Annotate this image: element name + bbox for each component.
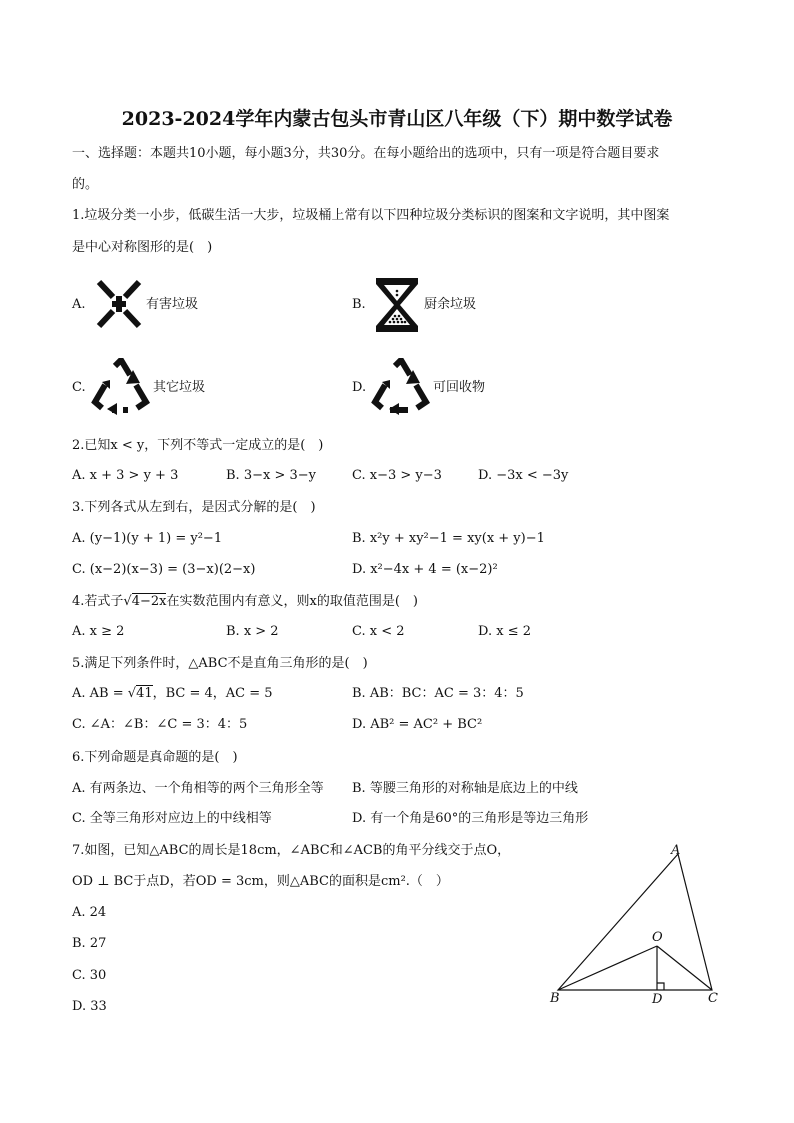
q4-option-b: B. x > 2 bbox=[226, 624, 279, 639]
q7-option-d: D. 33 bbox=[72, 999, 107, 1014]
q7-stem-line1: 7.如图，已知△ABC的周长是18cm，∠ABC和∠ACB的角平分线交于点O， bbox=[72, 843, 511, 858]
q5-option-a bbox=[72, 685, 273, 703]
q1-option-a-letter: A. bbox=[72, 297, 86, 312]
q4-stem bbox=[72, 593, 418, 611]
q5-option-c: C. ∠A：∠B：∠C = 3：4：5 bbox=[72, 717, 248, 732]
q6-option-a: A. 有两条边、一个角相等的两个三角形全等 bbox=[72, 781, 324, 796]
sqrt-sign-icon: √ bbox=[127, 686, 137, 701]
page-title: 2023-2024学年内蒙古包头市青山区八年级（下）期中数学试卷 bbox=[121, 108, 673, 130]
q4-stem-prefix: 4.若式子 bbox=[72, 594, 124, 609]
q5-option-a-prefix: A. AB = bbox=[72, 686, 128, 701]
q6-option-d: D. 有一个角是60°的三角形是等边三角形 bbox=[352, 811, 589, 826]
q5-option-a-suffix: ，BC = 4，AC = 5 bbox=[152, 686, 273, 701]
q4-radicand: 4−2x bbox=[131, 594, 167, 609]
q2-option-b: B. 3−x > 3−y bbox=[226, 468, 316, 483]
q1-stem-line2: 是中心对称图形的是( ) bbox=[72, 240, 213, 255]
triangle-figure bbox=[545, 840, 730, 1010]
bisector-co bbox=[657, 946, 712, 990]
q4-stem-suffix: 在实数范围内有意义，则x的取值范围是( ) bbox=[166, 594, 418, 609]
vertex-label-a: A bbox=[671, 843, 681, 858]
q4-option-a: A. x ≥ 2 bbox=[72, 624, 125, 639]
sqrt-sign-icon: √ bbox=[123, 594, 132, 609]
q1-option-d-label: 可回收物 bbox=[433, 380, 486, 395]
q1-option-c-letter: C. bbox=[72, 380, 86, 395]
vertex-label-b: B bbox=[550, 991, 560, 1006]
point-label-d: D bbox=[652, 992, 663, 1007]
q2-stem: 2.已知x < y，下列不等式一定成立的是( ) bbox=[72, 438, 324, 453]
triangle-abc bbox=[558, 854, 712, 990]
section-instruction-line2: 的。 bbox=[72, 177, 99, 192]
q1-option-a-label: 有害垃圾 bbox=[146, 297, 199, 312]
q6-stem: 6.下列命题是真命题的是( ) bbox=[72, 750, 238, 765]
q6-option-c: C. 全等三角形对应边上的中线相等 bbox=[72, 811, 272, 826]
q4-option-c: C. x < 2 bbox=[352, 624, 405, 639]
q1-stem-line1: 1.垃圾分类一小步，低碳生活一大步，垃圾桶上常有以下四种垃圾分类标识的图案和文字说明，其中图案 bbox=[72, 208, 670, 223]
q6-option-b: B. 等腰三角形的对称轴是底边上的中线 bbox=[352, 781, 578, 796]
q7-stem-line2: OD ⊥ BC于点D，若OD = 3cm，则△ABC的面积是cm².（ ） bbox=[72, 874, 449, 889]
q5-option-b: B. AB：BC：AC = 3：4：5 bbox=[352, 686, 524, 701]
q7-option-c: C. 30 bbox=[72, 968, 107, 983]
recyclable-icon bbox=[371, 358, 431, 416]
q1-option-c-label: 其它垃圾 bbox=[153, 380, 206, 395]
q3-option-d: D. x²−4x + 4 = (x−2)² bbox=[352, 562, 498, 577]
point-label-o: O bbox=[652, 930, 663, 945]
q1-option-b-letter: B. bbox=[352, 297, 366, 312]
q7-option-a: A. 24 bbox=[72, 905, 107, 920]
q3-option-a: A. (y−1)(y + 1) = y²−1 bbox=[72, 531, 223, 546]
hazardous-waste-icon bbox=[94, 278, 144, 330]
q3-stem: 3.下列各式从左到右，是因式分解的是( ) bbox=[72, 500, 316, 515]
q1-option-d-letter: D. bbox=[352, 380, 367, 395]
kitchen-waste-icon bbox=[373, 276, 421, 334]
q1-option-b-label: 厨余垃圾 bbox=[424, 297, 477, 312]
q5-option-a-radicand: 41 bbox=[136, 686, 153, 701]
q5-stem: 5.满足下列条件时，△ABC不是直角三角形的是( ) bbox=[72, 656, 368, 671]
section-instruction-line1: 一、选择题：本题共10小题，每小题3分，共30分。在每小题给出的选项中，只有一项是符合题目要求 bbox=[72, 146, 660, 161]
q2-option-a: A. x + 3 > y + 3 bbox=[72, 468, 179, 483]
q2-option-d: D. −3x < −3y bbox=[478, 468, 569, 483]
q3-option-b: B. x²y + xy²−1 = xy(x + y)−1 bbox=[352, 531, 545, 546]
q4-option-d: D. x ≤ 2 bbox=[478, 624, 531, 639]
q3-option-c: C. (x−2)(x−3) = (3−x)(2−x) bbox=[72, 562, 256, 577]
q2-option-c: C. x−3 > y−3 bbox=[352, 468, 442, 483]
q7-option-b: B. 27 bbox=[72, 936, 107, 951]
other-waste-recycle-icon bbox=[91, 358, 151, 416]
q5-option-d: D. AB² = AC² + BC² bbox=[352, 717, 483, 732]
bisector-bo bbox=[558, 946, 657, 990]
right-angle-mark bbox=[657, 983, 664, 990]
vertex-label-c: C bbox=[708, 991, 718, 1006]
